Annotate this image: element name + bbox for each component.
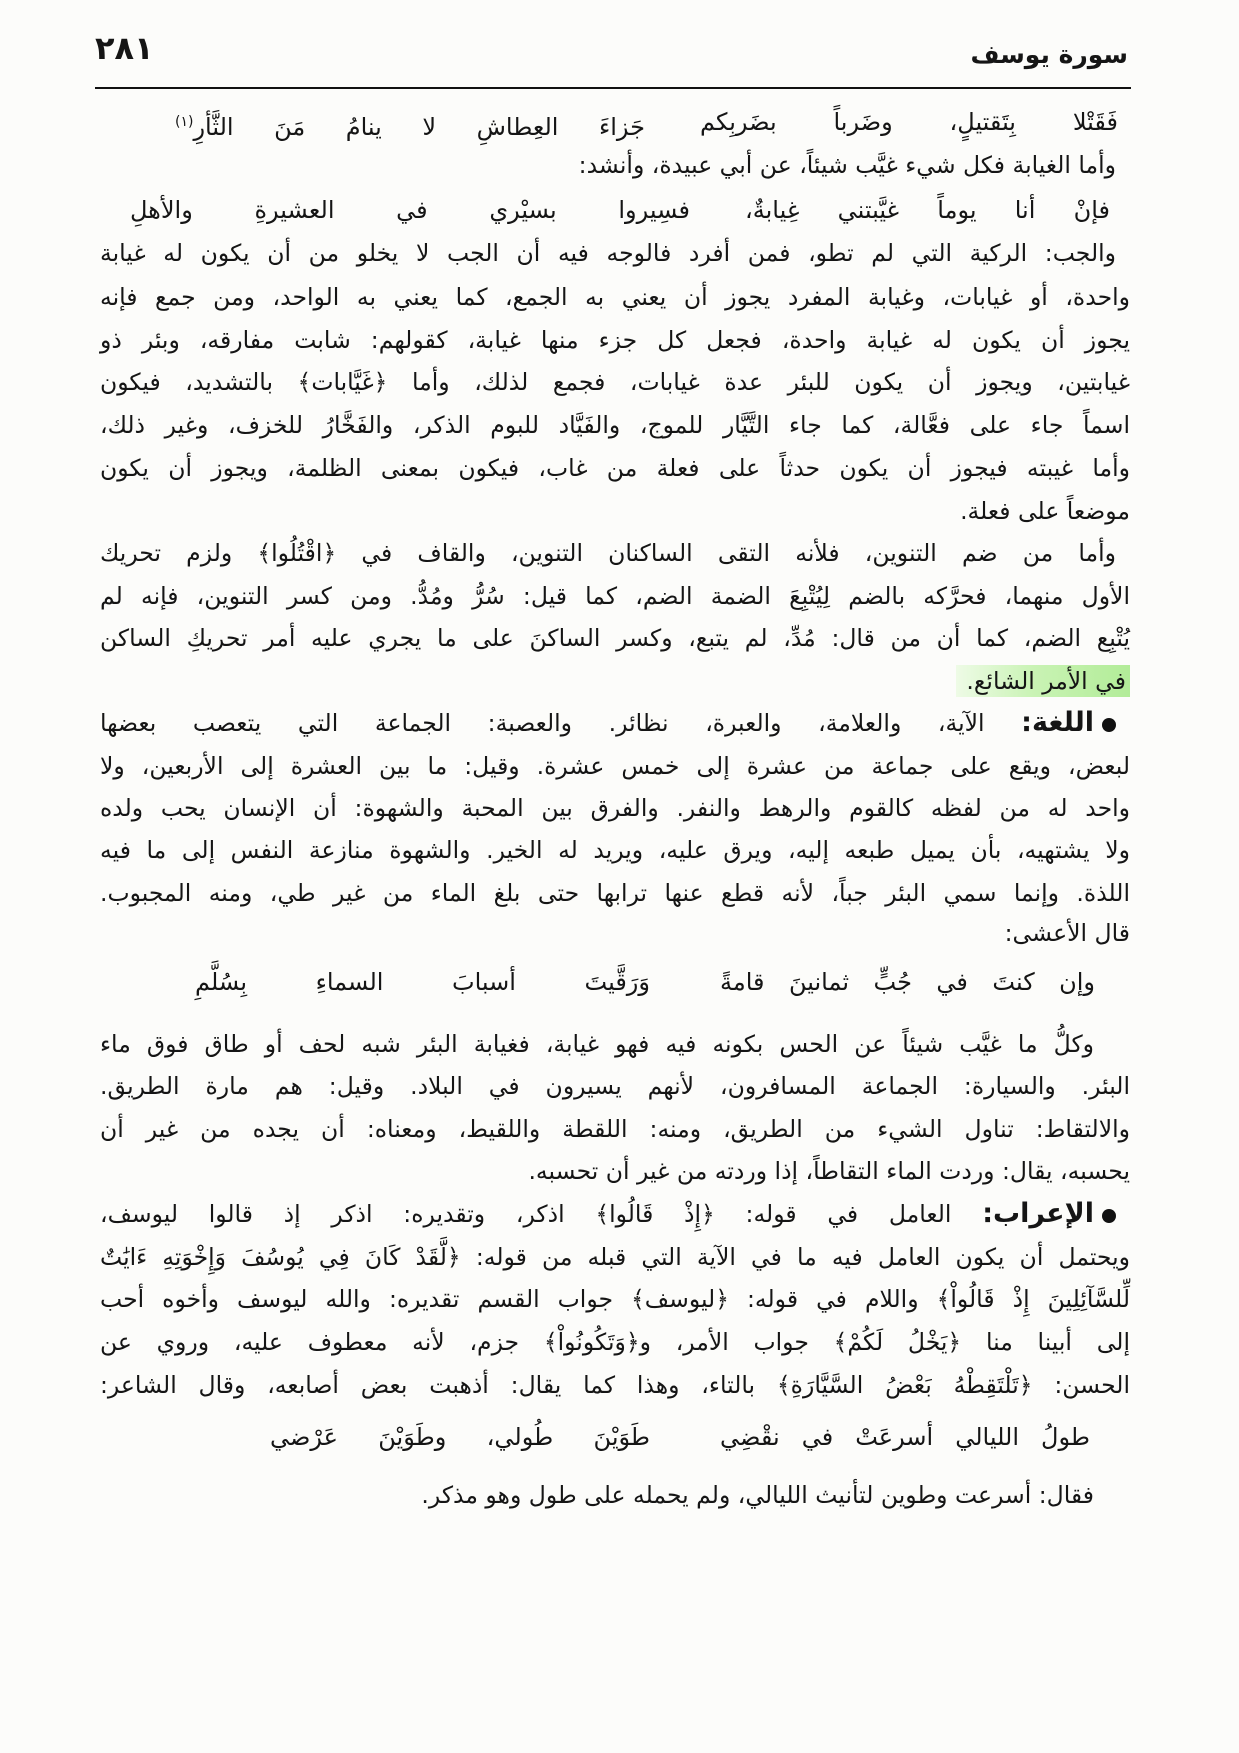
text-segment: الآية، والعلامة، والعبرة، نظائر. والعصبة: الجماعة التي يتعصب بعضها xyxy=(100,709,985,737)
section-heading-line xyxy=(100,1193,1130,1235)
text-line: واحدة، أو غيابات، وغيابة المفرد يجوز أن يعني به الجمع، كما يعني به الواحد، ومن جمع فإنه xyxy=(100,283,1130,311)
text-segment: العامل في قوله: ﴿إِذْ قَالُوا﴾ اذكر، وتقديره: اذكر إذ قالوا ليوسف، xyxy=(100,1200,952,1228)
verse-second-hemistich xyxy=(175,101,645,143)
verse-first-hemistich: فَقَتْلا بِتَقتيلٍ، وضَرباً بضَربِكم xyxy=(700,108,1118,136)
header-rule xyxy=(95,87,1131,89)
section-heading-grammar: الإعراب: xyxy=(982,1198,1094,1229)
verse-second-hemistich: فسِيروا بسيْري في العشيرةِ والأهلِ xyxy=(130,196,690,224)
verse-first-hemistich: طولُ الليالي أسرعَتْ في نقْضِي xyxy=(720,1423,1090,1451)
footnote-marker: (١) xyxy=(175,114,194,130)
verse-line xyxy=(100,1416,1130,1458)
verse-second-hemistich: طَوَيْنَ طُولي، وطَوَيْنَ عَرْضي xyxy=(270,1423,650,1451)
hemistich-text: جَزاءَ العِطاشِ لا ينامُ مَنَ الثَّأرِ xyxy=(193,113,645,141)
text-line: وكلُّ ما غيَّب شيئاً عن الحس بكونه فيه فهو غيابة، فغيابة البئر شبه لحف أو طاق فوق ماء xyxy=(100,1030,1094,1058)
text-line: واحد له من لفظه كالقوم والرهط والنفر. والفرق بين المحبة والشهوة: أن الإنسان يحب ولده xyxy=(100,794,1130,822)
verse-line xyxy=(100,101,1130,143)
verse-line xyxy=(100,961,1130,1003)
section-heading-line xyxy=(100,702,1130,744)
text-line: فقال: أسرعت وطوين لتأنيث الليالي، ولم يحمله على طول وهو مذكر. xyxy=(421,1481,1094,1509)
verse-first-hemistich: فإنْ أنا يوماً غيَّبتني غِيابةٌ، xyxy=(745,196,1110,224)
text-line: لبعض، ويقع على جماعة من عشرة إلى خمس عشرة. وقيل: ما بين العشرة إلى الأربعين، ولا xyxy=(100,752,1130,780)
bullet-icon xyxy=(1102,718,1116,732)
text-line: لِّلسَّآئِلِينَ إِذْ قَالُواْ﴾ واللام في قوله: ﴿ليوسف﴾ جواب القسم تقديره: والله ليوسف وأخوه أحب xyxy=(100,1285,1130,1313)
text-line: ولا يشتهيه، بأن يميل طبعه إليه، ويرق عليه، ويريد له الخير. والشهوة منازعة النفس إلى ما فيه xyxy=(100,836,1130,864)
text-line: ويحتمل أن يكون العامل فيه ما في الآية التي قبله من قوله: ﴿لَّقَدْ كَانَ فِي يُوسُفَ وَإِخْوَتِهِ ءَايَٰتٌ xyxy=(100,1243,1130,1271)
verse-first-hemistich: وإن كنتَ في جُبٍّ ثمانينَ قامةً xyxy=(720,968,1095,996)
text-line: وأما الغيابة فكل شيء غيَّب شيئاً، عن أبي عبيدة، وأنشد: xyxy=(578,151,1116,179)
text-line xyxy=(100,660,1130,702)
text-line: والالتقاط: تناول الشيء من الطريق، ومنه: اللقطة واللقيط، ومعناه: أن يجده من غير أن xyxy=(100,1115,1130,1143)
text-line: اسماً جاء على فعَّالة، كما جاء التَّيَّار للموج، والفَيَّاد للبوم الذكر، والفَخَّارُ للخزف، وغير ذلك، xyxy=(100,411,1130,439)
text-line: إلى أبينا منا ﴿يَخْلُ لَكُمْ﴾ جواب الأمر، و﴿وَتَكُونُواْ﴾ جزم، لأنه معطوف عليه، وروي عن xyxy=(100,1328,1130,1356)
text-line: وأما من ضم التنوين، فلأنه التقى الساكنان التنوين، والقاف في ﴿اقْتُلُوا﴾ ولزم تحريك xyxy=(100,539,1116,567)
running-head-surah-title: سورة يوسف xyxy=(970,40,1128,69)
text-line: البئر. والسيارة: الجماعة المسافرون، لأنهم يسيرون في البلاد. وقيل: هم مارة الطريق. xyxy=(100,1072,1130,1100)
text-line: يُتْبِع الضم، كما أن من قال: مُدِّ، لم يتبع، وكسر الساكنَ على ما يجري عليه أمر تحريكِ الساكن xyxy=(100,624,1130,652)
text-line: اللذة. وإنما سمي البئر جباً، لأنه قطع عنها ترابها حتى بلغ الماء من غير طي، ومنه المجبوب. xyxy=(100,879,1130,907)
section-heading-lexicon: اللغة: xyxy=(1021,707,1094,738)
text-line: وأما غيبته فيجوز أن يكون حدثاً على فعلة من غاب، فيكون بمعنى الظلمة، ويجوز أن يكون xyxy=(100,454,1130,482)
text-line: يحسبه، يقال: وردت الماء التقاطاً، إذا وردته من غير أن تحسبه. xyxy=(528,1157,1130,1185)
verse-second-hemistich: وَرَقَّيتَ أسبابَ السماءِ بِسُلَّمِ xyxy=(195,968,650,996)
text-line: يجوز أن يكون له غيابة واحدة، فجعل كل جزء منها غيابة، كقولهم: شابت مفارقه، وبئر ذو xyxy=(100,326,1130,354)
text-line: الأول منهما، فحرَّكه بالضم لِيُتْبِعَ الضمة الضم، كما قيل: سُرُّ ومُدُّ. ومن كسر التنوين، فإنه لم xyxy=(100,582,1130,610)
text-line: موضعاً على فعلة. xyxy=(960,497,1130,525)
text-line: والجب: الركية التي لم تطو، فمن أفرد فالوجه فيه أن الجب لا يخلو من أن يكون له غيابة xyxy=(100,239,1116,267)
text-line: غيابتين، ويجوز أن يكون للبئر عدة غيابات، فجمع لذلك، وأما ﴿غَيَّابات﴾ بالتشديد، فيكون xyxy=(100,368,1130,396)
verse-line xyxy=(100,189,1130,231)
text-line: قال الأعشى: xyxy=(1004,919,1130,947)
page-number: ٢٨١ xyxy=(95,29,154,67)
text-line: الحسن: ﴿تَلْتَقِطْهُ بَعْضُ السَّيَّارَةِ﴾ بالتاء، وهذا كما يقال: أذهبت بعض أصابعه، وقال الشاعر: xyxy=(100,1371,1130,1399)
bullet-icon xyxy=(1102,1209,1116,1223)
highlighted-text: في الأمر الشائع. xyxy=(956,665,1130,697)
